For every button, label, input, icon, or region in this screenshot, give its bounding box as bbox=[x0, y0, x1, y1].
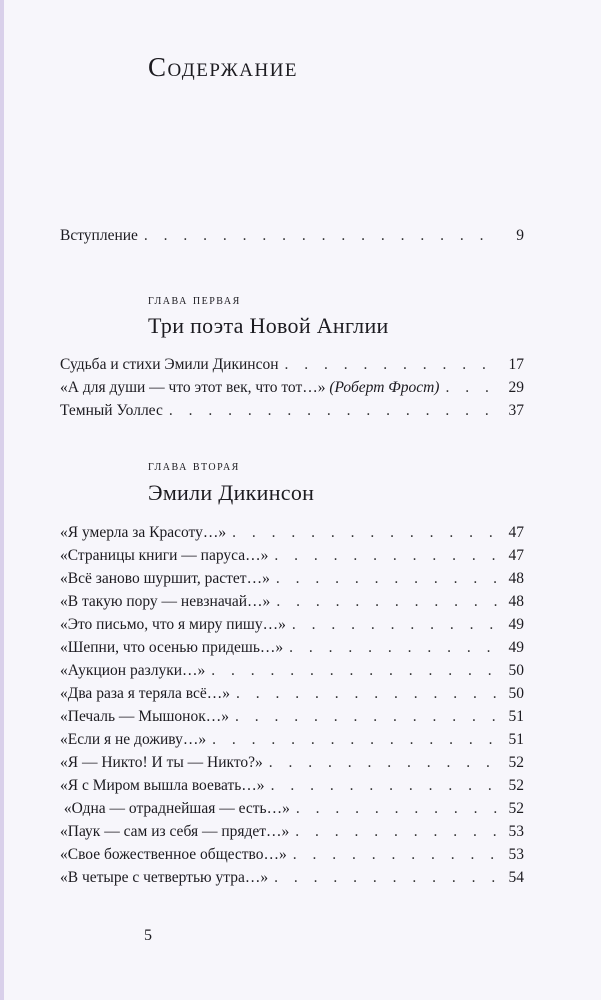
toc-entry-intro bbox=[60, 223, 524, 245]
entry-page: 53 bbox=[508, 823, 524, 840]
toc-entry bbox=[60, 842, 524, 864]
entry-page: 47 bbox=[508, 524, 524, 541]
toc-entry bbox=[60, 750, 524, 772]
page-edge bbox=[0, 0, 4, 1000]
chapter2-title: Эмили Дикинсон bbox=[148, 480, 315, 505]
entry-text: «В такую пору — невзначай…» bbox=[60, 593, 271, 610]
entry-text: «Я — Никто! И ты — Никто?» bbox=[60, 754, 263, 771]
entry-text: «Всё заново шуршит, растет…» bbox=[60, 570, 270, 587]
toc-entry bbox=[60, 352, 524, 374]
toc-entry bbox=[60, 819, 524, 841]
dot-leader bbox=[290, 800, 500, 818]
toc-entry bbox=[60, 865, 524, 887]
entry-text: «Я с Миром вышла воевать…» bbox=[60, 777, 265, 794]
toc-entry bbox=[60, 589, 524, 611]
entry-text: «Страницы книги — паруса…» bbox=[60, 547, 269, 564]
dot-leader bbox=[286, 616, 500, 634]
entry-text: «Я умерла за Красоту…» bbox=[60, 524, 227, 541]
toc-entry bbox=[60, 681, 524, 703]
dot-leader bbox=[287, 846, 500, 864]
toc-entry bbox=[60, 796, 524, 818]
chapter1-title: Три поэта Новой Англии bbox=[148, 313, 389, 338]
dot-leader bbox=[138, 227, 500, 245]
toc-entry bbox=[60, 566, 524, 588]
toc-entry bbox=[60, 375, 524, 397]
entry-page: 29 bbox=[508, 379, 524, 396]
dot-leader bbox=[283, 639, 500, 657]
entry-text: Темный Уоллес bbox=[60, 402, 163, 419]
entry-page: 53 bbox=[508, 846, 524, 863]
entry-page: 49 bbox=[508, 616, 524, 633]
chapter2-label: глава вторая bbox=[148, 458, 240, 474]
entry-quote: «А для души — что этот век, что тот…» bbox=[60, 379, 330, 396]
entry-page: 51 bbox=[508, 731, 524, 748]
entry-page: 54 bbox=[508, 869, 524, 886]
entry-text: «Одна — отраднейшая — есть…» bbox=[60, 800, 290, 817]
entry-author: (Роберт Фрост) bbox=[329, 379, 440, 396]
entry-text: «Свое божественное общество…» bbox=[60, 846, 287, 863]
dot-leader bbox=[270, 570, 500, 588]
page-number: 5 bbox=[144, 927, 152, 944]
entry-text: «Аукцион разлуки…» bbox=[60, 662, 206, 679]
page-title: Содержание bbox=[148, 52, 299, 82]
toc-entry bbox=[60, 773, 524, 795]
entry-page: 52 bbox=[508, 777, 524, 794]
entry-text: «Это письмо, что я миру пишу…» bbox=[60, 616, 286, 633]
dot-leader bbox=[163, 402, 500, 420]
toc-entry bbox=[60, 635, 524, 657]
dot-leader bbox=[268, 869, 500, 887]
entry-text: Судьба и стихи Эмили Дикинсон bbox=[60, 356, 279, 373]
entry-text: «Два раза я теряла всё…» bbox=[60, 685, 230, 702]
dot-leader bbox=[226, 524, 500, 542]
entry-page: 17 bbox=[508, 356, 524, 373]
dot-leader bbox=[230, 685, 500, 703]
entry-page: 50 bbox=[508, 662, 524, 679]
toc-entry bbox=[60, 398, 524, 420]
dot-leader bbox=[279, 356, 500, 374]
dot-leader bbox=[270, 593, 500, 611]
entry-page: 49 bbox=[508, 639, 524, 656]
toc-entry bbox=[60, 612, 524, 634]
entry-text: Вступление bbox=[60, 227, 138, 244]
toc-entry bbox=[60, 727, 524, 749]
entry-page: 52 bbox=[508, 800, 524, 817]
entry-text: «Паук — сам из себя — прядет…» bbox=[60, 823, 290, 840]
dot-leader bbox=[205, 662, 500, 680]
dot-leader bbox=[439, 379, 500, 397]
entry-text bbox=[60, 379, 439, 397]
dot-leader bbox=[229, 708, 500, 726]
entry-text: «Если я не доживу…» bbox=[60, 731, 207, 748]
entry-page: 51 bbox=[508, 708, 524, 725]
dot-leader bbox=[263, 754, 500, 772]
entry-page: 37 bbox=[508, 402, 524, 419]
toc-entry bbox=[60, 520, 524, 542]
entry-page: 52 bbox=[508, 754, 524, 771]
entry-text: «Шепни, что осенью придешь…» bbox=[60, 639, 284, 656]
entry-page: 9 bbox=[516, 227, 524, 244]
dot-leader bbox=[265, 777, 500, 795]
entry-page: 48 bbox=[508, 570, 524, 587]
chapter1-label: глава первая bbox=[148, 292, 241, 308]
dot-leader bbox=[289, 823, 500, 841]
entry-page: 48 bbox=[508, 593, 524, 610]
toc-entry bbox=[60, 704, 524, 726]
entry-text: «Печаль — Мышонок…» bbox=[60, 708, 230, 725]
entry-text: «В четыре с четвертью утра…» bbox=[60, 869, 269, 886]
dot-leader bbox=[268, 547, 500, 565]
entry-page: 47 bbox=[508, 547, 524, 564]
dot-leader bbox=[206, 731, 500, 749]
toc-entry bbox=[60, 543, 524, 565]
toc-entry bbox=[60, 658, 524, 680]
entry-page: 50 bbox=[508, 685, 524, 702]
